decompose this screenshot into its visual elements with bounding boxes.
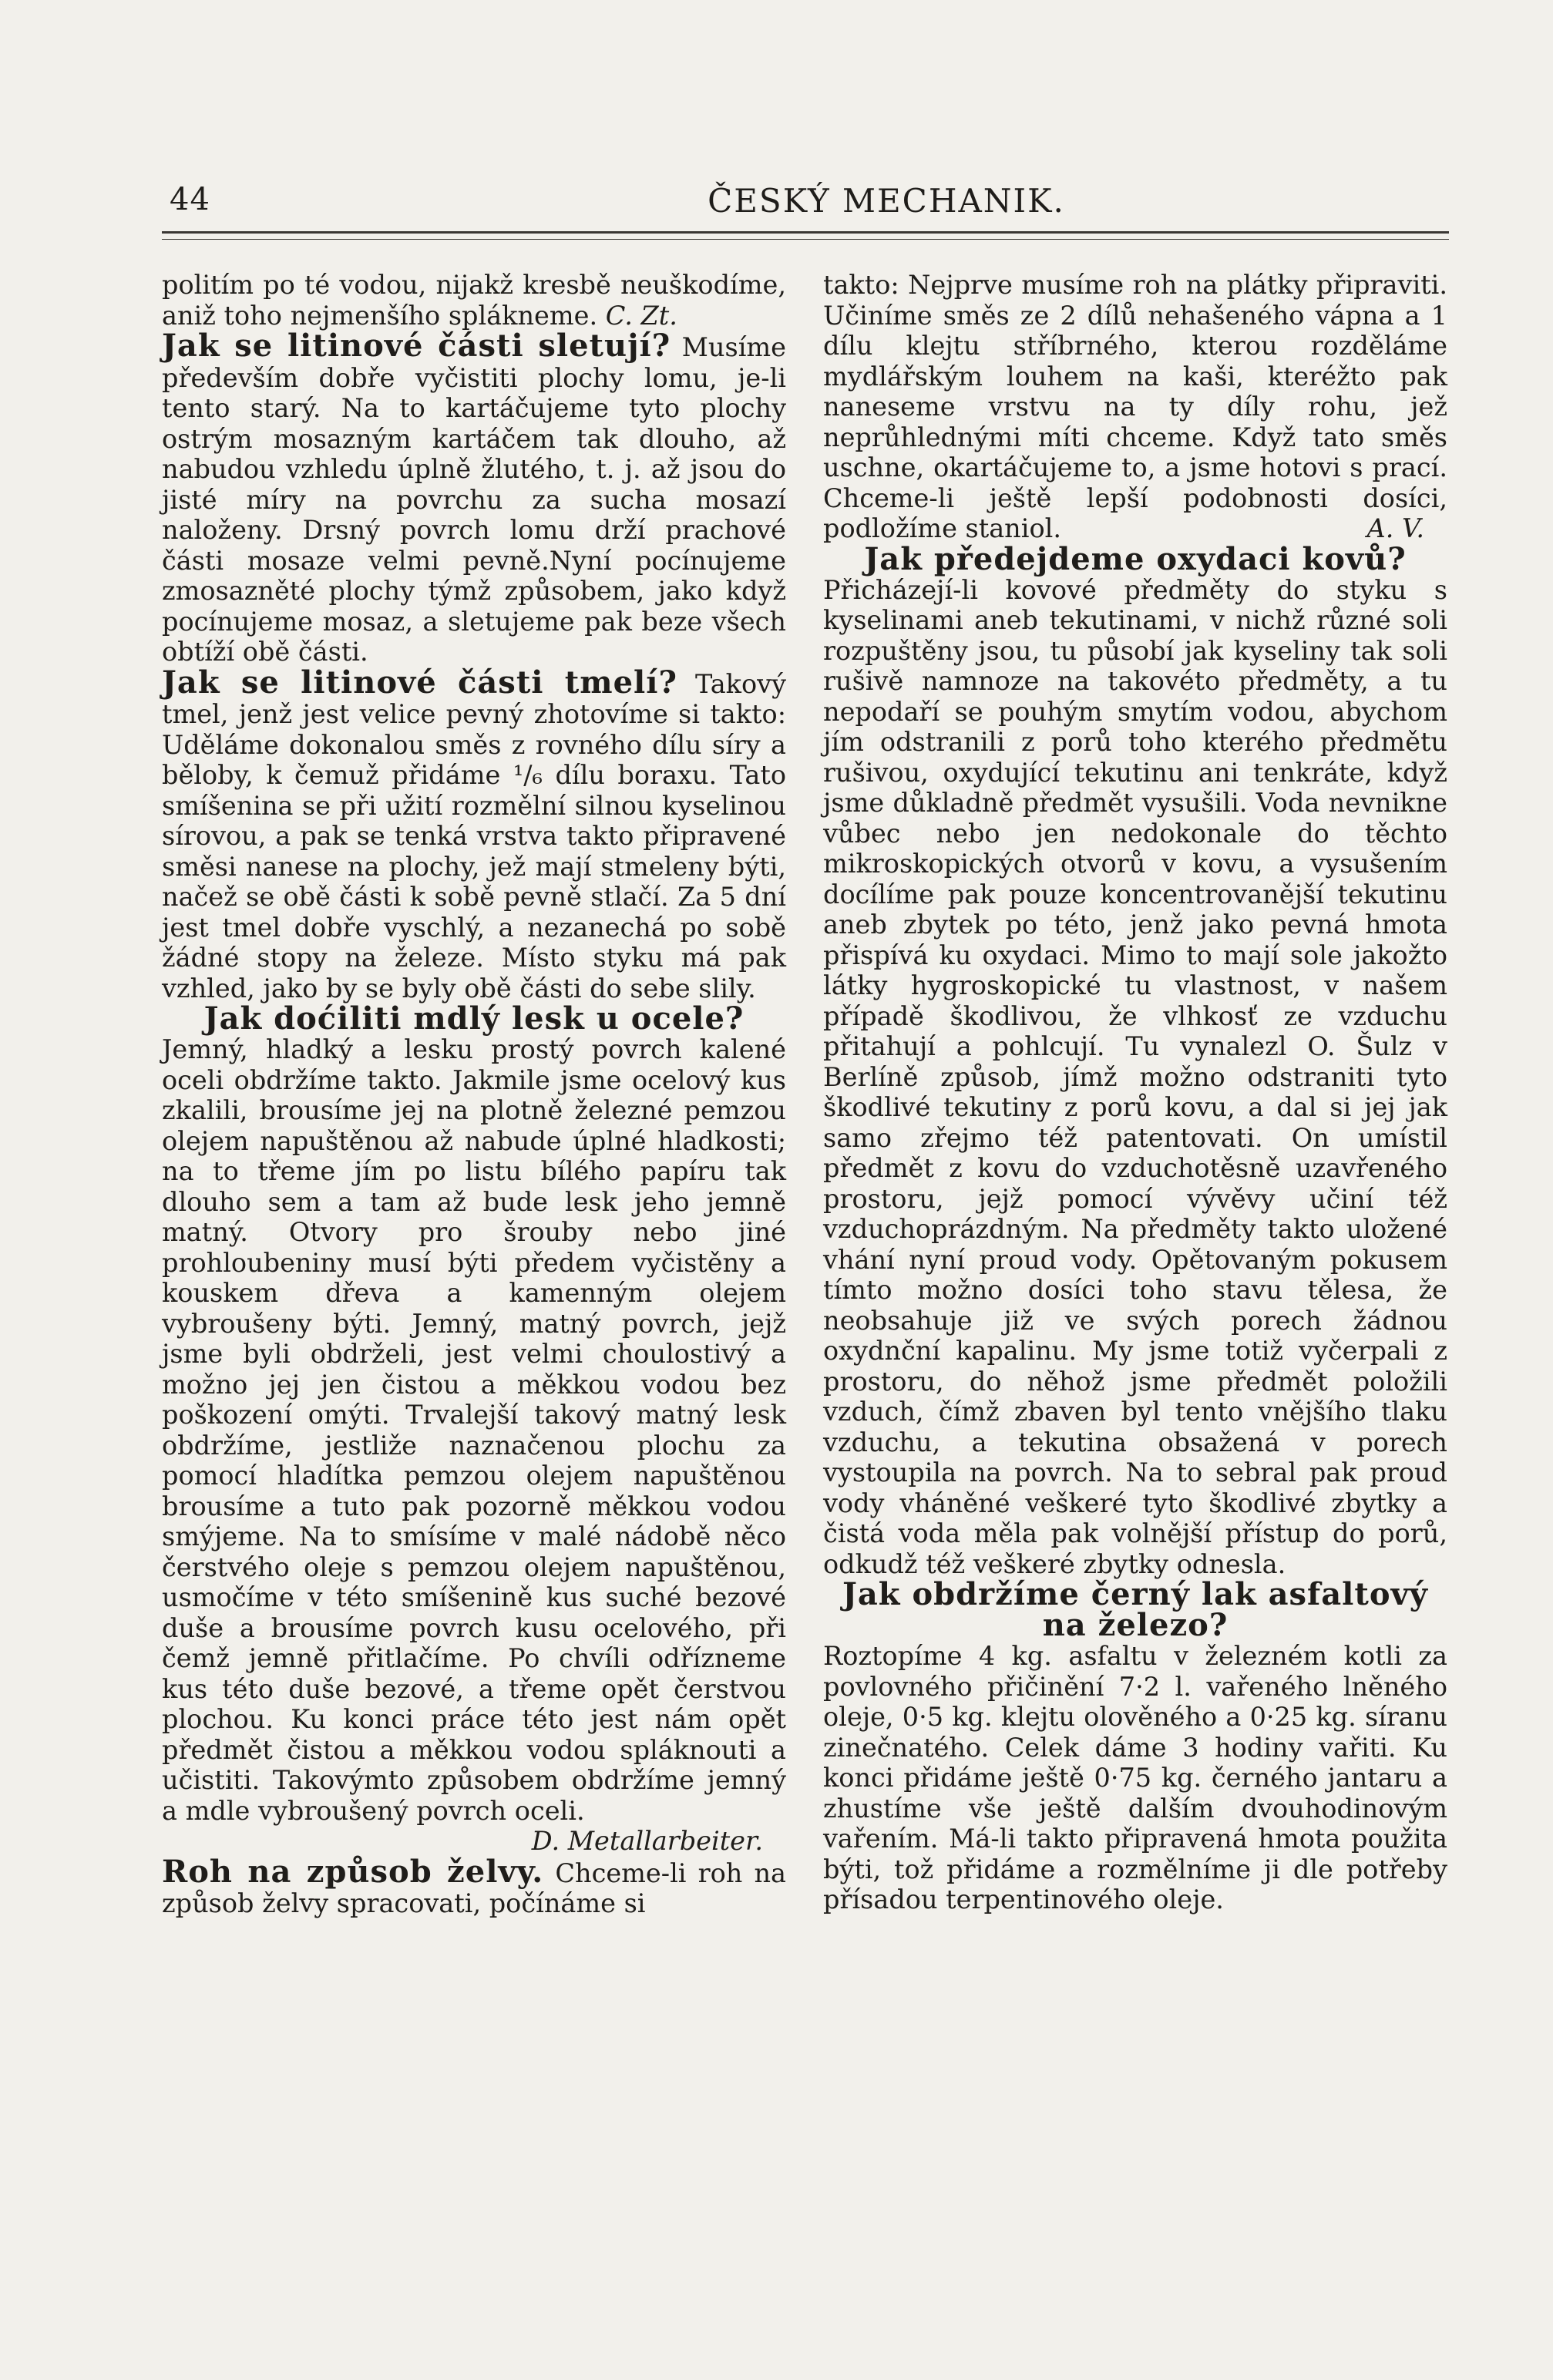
section-oxydace — [823, 575, 1447, 1580]
text-roh-continued: takto: Nejprve musíme roh na plátky připraviti. Učiníme směs ze 2 dílů nehašeného vápna a 1 dílu klejtu stříbrného, kterou rozděláme mydlářským louhem na kaši, kteréžto pak naneseme vrstvu na ty díly rohu, jež neprůhlednými míti chceme. Když tato směs uschne, okartáčujeme to, a jsme hotovi s prací. Chceme-li ještě lepší podobnosti dosíci, podložíme staniol. — [823, 270, 1447, 543]
section-tmel — [162, 664, 786, 1004]
intro-paragraph: politím po té vodou, nijakž kresbě neuškodíme, aniž toho nejmenšího spláknеme. C. Zt. — [162, 270, 786, 331]
section-lak — [823, 1641, 1447, 1915]
header-rule-thin — [162, 239, 1449, 240]
running-title: ČESKÝ MECHANIK. — [708, 182, 1065, 220]
section-sletovani — [162, 328, 786, 667]
text-oxydace: Přicházejí-li kovové předměty do styku s kyselinami aneb tekutinami, v nichž různé soli rozpuštěny jsou, tu působí jak kyseliny tak soli rušivě namnoze na takovéto předměty, a tu nepodaří se pouhým smytím vodou, abychom jím odstranili z porů toho kterého předmětu rušivou, oxydující tekutinu ani tenkráte, když jsme důkladně předmět vysušili. Voda nevnikne vůbec nebo jen nedokonale do těchto mikroskopických otvorů v kovu, a vysušením docílíme pak pouze koncentrovanější tekutinu aneb zbytek po této, jenž jako pevná hmota přispívá ku oxydaci. Mimo to mají sole jakožto látky hygroskopické tu vlastnost, v našem případě škodlivou, že vlhkosť ze vzduchu přitahují a pohlcují. Tu vynalezl O. Šulz v Berlíně způsob, jímž možno odstraniti tyto škodlivé tekutiny z porů kovu, a dal si jej jak samo zřejmo též patentovati. On umístil předmět z kovu do vzduchotěsně uzavřeného prostoru, jejž pomocí vývěvy učiní též vzduchoprázdným. Na předměty takto uložené vhání nyní proud vody. Opětovaným pokusem tímto možno dosíci toho stavu tělesa, že neobsahuje již ve svých porech žádnou oxydnční kapalinu. My jsme totiž vyčerpali z prostoru, do něhož jsme předmět položili vzduch, čímž zbaven byl tento vnějšího tlaku vzduchu, a tekutina obsažená v porech vystoupila na povrch. Na to sebral pak proud vody vháněné veškeré tyto škodlivé zbytky a čistá voda měla pak volnější přístup do porů, odkudž též veškeré zbytky odnesla. — [823, 574, 1447, 1579]
text-mdly-lesk: Jemný, hladký a lesku prostý povrch kalené oceli obdržíme takto. Jakmile jsme ocelový kus zkalili, brousíme jej na plotně železné pemzou olejem napuštěnou až nabude úplné hladkosti; na to třeme jím po listu bílého papíru tak dlouho sem a tam až bude lesk jeho jemně matný. Otvory pro šrouby nebo jiné prohloubeniny musí býti předem vyčistěny a kouskem dřeva a kamenným olejem vybroušeny býti. Jemný, matný povrch, jejž jsme byli obdrželi, jest velmi choulostivý a možno jej jen čistou a měkkou vodou bez poškození omýti. Trvalejší takový matný lesk obdržíme, jestliže naznačenou plochu za pomocí hladítka pemzou olejem napuštěnou brousíme a tuto pak pozorně měkkou vodou smýjeme. Na to smísíme v malé nádobě něco čerstvého oleje s pemzou olejem napuštěnou, usmočíme v této smíšenině kus suché bezové duše a brousíme povrch kusu ocelového, při čemž jemně přitlačíme. Po chvíli odřízneme kus této duše bezové, a třeme opět čerstvou plochou. Ku konci práce této jest nám opět předmět čistou a měkkou vodou spláknouti a učistiti. Takovýmto způsobem obdržíme jemný a mdle vybroušený povrch oceli. — [162, 1034, 786, 1826]
left-column — [162, 270, 786, 1919]
heading-oxydace: Jak předejdeme oxydaci kovů? — [864, 540, 1407, 577]
page-number: 44 — [170, 182, 210, 217]
section-roh-continued — [823, 270, 1447, 544]
heading-lak: Jak obdržíme černý lak asfaltový na železo? — [842, 1576, 1429, 1643]
right-column — [823, 270, 1447, 1915]
intro-signature: C. Zt. — [605, 300, 677, 331]
signature-av: A. V. — [1366, 513, 1424, 543]
text-lak: Roztopíme 4 kg. asfaltu v železném kotli za povlovného přičinění 7·2 l. vařeného lněného oleje, 0·5 kg. klejtu olověného a 0·25 kg. síranu zinečnatého. Celek dáme 3 hodiny vařiti. Ku konci přidáme ještě 0·75 kg. černého jantaru a zhustíme vše ještě dalším dvouhodinovým vařením. Má-li takto připravená hmota použita býti, tož přidáme a rozmělníme ji dle potřeby přísadou terpentinového oleje. — [823, 1641, 1447, 1914]
section-mdly-lesk — [162, 1034, 786, 1856]
heading-tmel: Jak se litinové části tmelí? — [162, 664, 677, 701]
page-header — [162, 179, 1480, 225]
section-roh — [162, 1853, 786, 1919]
text-tmel: Takový tmel, jenž jest velice pevný zhotovíme si takto: Uděláme dokonalou směs z rovného dílu síry a běloby, k čemuž přidáme ¹/₆ dílu boraxu. Tato smíšenina se při užití rozmělní silnou kyselinou sírovou, a pak se tenká vrstva takto připravené směsi nanese na plochy, jež mají stmeleny býti, načež se obě části k sobě pevně stlačí. Za 5 dní jest tmel dobře vyschlý, a nezanechá po sobě žádné stopy na železe. Místo styku má pak vzhled, jako by se byly obě části do sebe slily. — [162, 668, 786, 1003]
signature-metallarbeiter: D. Metallarbeiter. — [531, 1826, 763, 1856]
text-sletovani: Musíme především dobře vyčistiti plochy lomu, je-li tento starý. Na to kartáčujeme tyto plochy ostrým mosazným kartáčem tak dlouho, až nabudou vzhledu úplně žlutého, t. j. až jsou do jisté míry na povrchu za sucha mosazí naloženy. Drsný povrch lomu drží prachové části mosaze velmi pevně.Nyní pocínujeme zmosazněté plochy týmž způsobem, jako když pocínujeme mosaz, a sletujeme pak beze všech obtíží obě části. — [162, 332, 786, 667]
heading-sletovani: Jak se litinové části sletují? — [162, 328, 671, 364]
heading-mdly-lesk: Jak doćiliti mdlý lesk u ocele? — [203, 1000, 745, 1037]
header-rule — [162, 231, 1449, 234]
heading-roh: Roh na způsob želvy. — [162, 1853, 544, 1890]
text-roh: Chceme-li roh na způsob želvy spracovati, počínáme si — [162, 1857, 786, 1918]
